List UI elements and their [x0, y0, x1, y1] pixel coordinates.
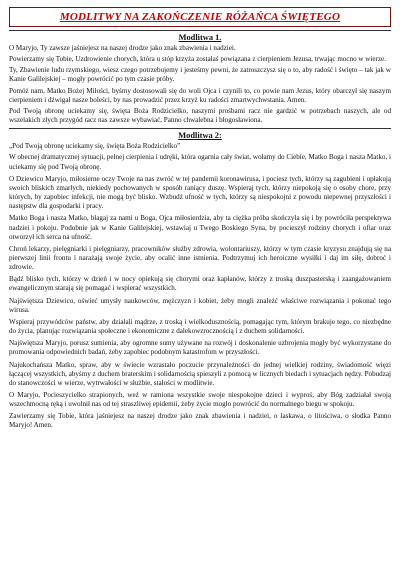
prayer-1-paragraph: O Maryjo, Ty zawsze jaśniejesz na naszej drodze jako znak zbawienia i nadziei.	[9, 44, 236, 52]
prayer-2-paragraph: Bądź blisko tych, którzy w dzień i w nocy opiekują się chorymi oraz kapłanów, którzy z troską duszpasterską i zaangażowaniem ewangelicznym starają się pomagać i wspierać wszystkich.	[9, 275, 391, 293]
prayer-2-paragraph: Matko Boga i nasza Matko, błagaj za nami u Boga, Ojca miłosierdzia, aby ta ciężka próba skończyła się i by powróciła perspektywa nadziei i pokoju. Podobnie jak w Kanie Galilejskiej, wstawiaj u Twego Boskiego Syna, by pocieszył rodziny chorych i ofiar oraz otworzył ich serca na ufność.	[9, 214, 391, 241]
prayer-2-paragraph: Wspieraj przywódców państw, aby działali mądrze, z troską i wielkodusznością, pomagając tym, którym brakuje tego, co niezbędne do życia, planując rozwiązania społeczne i ekonomiczne z dalekowzrocznością i z duchem solidarności.	[9, 317, 391, 336]
prayer-1-paragraph: Pomóż nam, Matko Bożej Miłości, byśmy dostosowali się do woli Ojca i czynili to, co powie nam Jezus, który obarczył się naszym cierpieniem i dźwigał nasze boleści, by nas prowadzić przez krzyż ku radości zmartwychwstania. Amen.	[9, 86, 391, 104]
prayer-1-paragraph: Pod Twoją obronę uciekamy się, święta Boża Rodzicielko, naszymi prośbami racz nie gardzić w potrzebach naszych, ale od wszelakich złych przygód racz nas zawsze wybawiać, Panno chwalebna i błogosławiona.	[9, 106, 391, 125]
title-banner	[9, 7, 391, 27]
prayer-1-paragraph: Ty, Zbawienie ludu rzymskiego, wiesz czego potrzebujemy i jesteśmy pewni, że zatroszczysz się o to, aby radość i święto – tak jak w Kanie Galilejskiej – mogły powrócić po tym czasie próby.	[9, 66, 391, 84]
prayer-2-closing-paragraph: Zawierzamy się Tobie, która jaśniejesz na naszej drodze jako znak zbawienia i nadziei, o łaskawa, o litościwa, o słodka Panno Maryjo! Amen.	[9, 412, 391, 430]
prayer-2-paragraph: Najświętsza Dziewico, oświeć umysły naukowców, mężczyzn i kobiet, żeby mogli znaleźć właściwe rozwiązania i pokonać tego wirusa.	[9, 296, 391, 314]
prayer-2-paragraph: Najukochańsza Matko, spraw, aby w świecie wzrastało poczucie przynależności do jednej wielkiej rodziny, świadomość więzi łączącej wszystkich, abyśmy z duchem braterskim i solidarnością spieszyli z pomocą w licznych biedach i sytuacjach nędzy. Pobudzaj do stanowczości w wierze, wytrwałości w służbie, stałości w modlitwie.	[9, 360, 391, 387]
prayer-2-opening-quote: „Pod Twoją obronę uciekamy się, święta Boża Rodzicielko”	[9, 142, 181, 151]
prayer-2-section	[9, 128, 391, 430]
prayer-1-heading: Modlitwa 1.	[178, 33, 222, 42]
prayer-2-paragraph: W obecnej dramatycznej sytuacji, pełnej cierpienia i udręki, która ogarnia cały świat, wołamy do Ciebie, Matko Boga i nasza Matko, i uciekamy się pod Twoją obronę.	[9, 153, 391, 171]
prayer-1-section	[9, 30, 391, 125]
prayer-2-paragraph: O Dziewico Maryjo, miłosierne oczy Twoje na nas zwróć w tej pandemii koronawirusa, i pociesz tych, którzy są zagubieni i opłakują swoich bliskich zmarłych, niekiedy pochowanych w sposób raniący duszę. Wspieraj tych, którzy niepokoją się o osoby chore, przy których, by zapobiec infekcji, nie mogą być blisko. Wzbudź ufność w tych, którzy są niespokojni z powodu niepewnej przyszłości i następstw dla gospodarki i pracy.	[9, 174, 391, 211]
prayer-2-paragraph: Najświętsza Maryjo, porusz sumienia, aby ogromne sumy używane na rozwój i doskonalenie uzbrojenia mogły być wykorzystane do promowania odpowiednich badań, żeby zapobiec podobnym katastrofom w przyszłości.	[9, 339, 391, 357]
prayer-2-paragraph: Chroń lekarzy, pielęgniarki i pielęgniarzy, pracowników służby zdrowia, wolontariuszy, którzy w tym czasie kryzysu znajdują się na pierwszej linii frontu i narażają swoje życie, aby ocalić inne istnienia. Podtrzymuj ich heroiczne wysiłki i daj im siłę, dobroć i zdrowie.	[9, 244, 391, 272]
prayer-1-paragraph: Powierzamy się Tobie, Uzdrowienie chorych, która u stóp krzyża zostałaś powiązana z cierpieniem Jezusa, trwając mocno w wierze.	[9, 55, 386, 64]
document-title: MODLITWY NA ZAKOŃCZENIE RÓŻAŃCA ŚWIĘTEGO	[59, 11, 341, 23]
prayer-2-paragraph: O Maryjo, Pocieszycielko strapionych, weź w ramiona wszystkie swoje niespokojne dzieci i wyproś, aby Bóg zadziałał swoją wszechmocną ręką i uwolnił nas od tej straszliwej epidemii, żeby życie mogło powrócić do normalnego biegu w spokoju.	[9, 391, 391, 409]
prayer-2-heading: Modlitwa 2:	[178, 131, 222, 141]
